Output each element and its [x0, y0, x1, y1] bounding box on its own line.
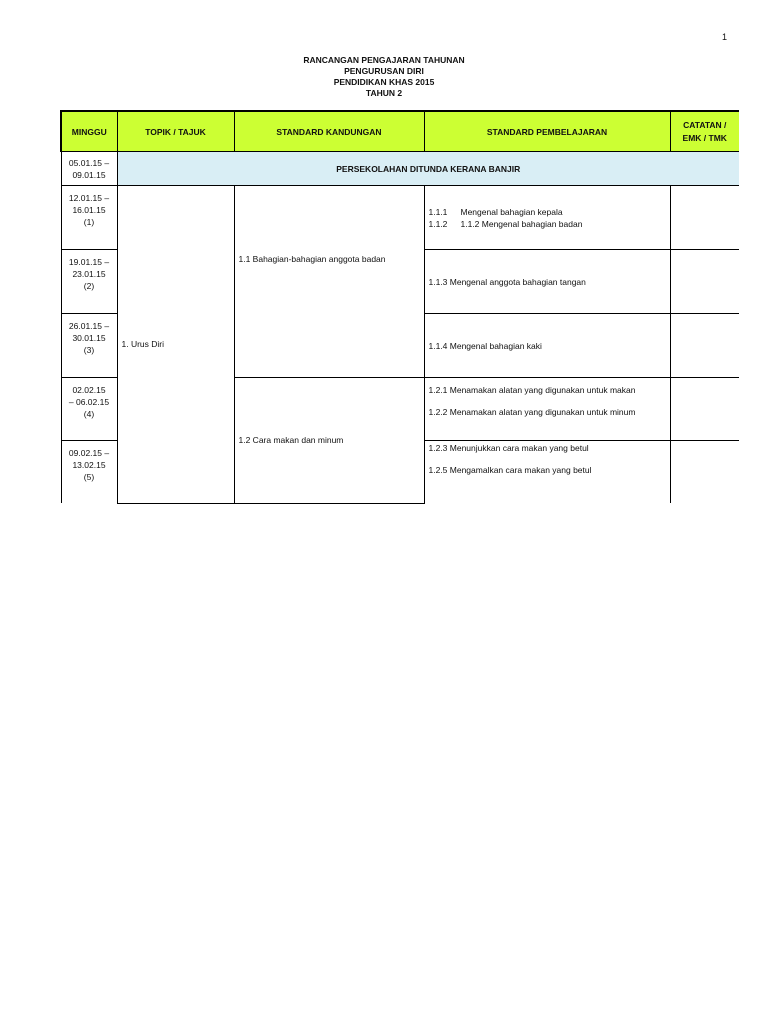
document-header: [0, 55, 768, 99]
pembelajaran-item: 1.1.4 Mengenal bahagian kaki: [428, 340, 542, 351]
kandungan-cell: [234, 186, 424, 378]
week-number: (5): [83, 472, 95, 482]
lesson-plan-table: [60, 110, 739, 504]
pembelajaran-cell: [424, 186, 670, 250]
table-row-banjir: [61, 152, 739, 186]
week-number: (2): [83, 281, 95, 291]
week-cell: [61, 186, 117, 250]
pembelajaran-cell: [424, 250, 670, 314]
table-header-row: [61, 111, 739, 152]
page-number: 1: [722, 32, 728, 42]
pembelajaran-item: [429, 206, 670, 218]
week-end: 13.02.15: [72, 460, 106, 470]
col-header-topik: TOPIK / TAJUK: [117, 111, 234, 152]
week-cell: [61, 250, 117, 314]
pembelajaran-item-text: Mengenal bahagian kepala: [460, 206, 563, 217]
pembelajaran-item: [429, 218, 670, 230]
topik-cell: [117, 186, 234, 504]
kandungan-cell: [234, 378, 424, 504]
pembelajaran-cell: [424, 441, 670, 504]
week-number: (1): [83, 217, 95, 227]
week-start: 02.02.15: [72, 385, 106, 395]
col-header-kandungan: STANDARD KANDUNGAN: [234, 111, 424, 152]
table-row: [61, 186, 739, 250]
week-end: 23.01.15: [72, 269, 106, 279]
pembelajaran-item-number: 1.1.1: [428, 206, 448, 217]
week-end: 09.01.15: [72, 170, 106, 180]
topik-text: 1. Urus Diri: [121, 339, 165, 350]
catatan-cell: [670, 441, 739, 504]
week-start: 26.01.15 –: [68, 321, 110, 331]
week-cell: [61, 378, 117, 441]
week-start: 12.01.15 –: [68, 193, 110, 203]
week-cell: [61, 152, 117, 186]
week-end: 30.01.15: [72, 333, 106, 343]
pembelajaran-spacer: [429, 396, 670, 406]
week-cell: [61, 441, 117, 504]
col-header-catatan-line1: CATATAN /: [683, 120, 727, 130]
col-header-minggu: MINGGU: [61, 111, 117, 152]
week-end: 16.01.15: [72, 205, 106, 215]
header-year: TAHUN 2: [365, 88, 403, 98]
week-cell: [61, 314, 117, 378]
pembelajaran-item: 1.1.3 Mengenal anggota bahagian tangan: [428, 276, 586, 287]
header-subject: PENGURUSAN DIRI: [344, 66, 424, 76]
header-title: RANCANGAN PENGAJARAN TAHUNAN: [303, 55, 465, 65]
col-header-pembelajaran: STANDARD PEMBELAJARAN: [424, 111, 670, 152]
pembelajaran-cell: [424, 314, 670, 378]
col-header-catatan-line2: EMK / TMK: [682, 133, 727, 143]
pembelajaran-item: 1.2.5 Mengamalkan cara makan yang betul: [428, 465, 592, 475]
pembelajaran-item-number: 1.1.2: [428, 218, 448, 229]
week-start: 19.01.15 –: [68, 257, 110, 267]
week-start: 09.02.15 –: [68, 448, 110, 458]
banjir-note: PERSEKOLAHAN DITUNDA KERANA BANJIR: [117, 152, 739, 186]
pembelajaran-item: 1.2.3 Menunjukkan cara makan yang betul: [428, 443, 589, 453]
header-program: PENDIDIKAN KHAS 2015: [333, 77, 435, 87]
catatan-cell: [670, 250, 739, 314]
week-end: – 06.02.15: [68, 397, 110, 407]
pembelajaran-spacer: [429, 454, 670, 464]
catatan-cell: [670, 378, 739, 441]
kandungan-text: 1.1 Bahagian-bahagian anggota badan: [238, 253, 386, 264]
catatan-cell: [670, 314, 739, 378]
col-header-catatan: [670, 111, 739, 152]
week-start: 05.01.15 –: [68, 158, 110, 168]
pembelajaran-item: 1.2.1 Menamakan alatan yang digunakan untuk makan: [428, 385, 636, 395]
pembelajaran-item-text: 1.1.2 Mengenal bahagian badan: [460, 218, 583, 229]
pembelajaran-cell: [424, 378, 670, 441]
catatan-cell: [670, 186, 739, 250]
pembelajaran-item: 1.2.2 Menamakan alatan yang digunakan untuk minum: [428, 407, 636, 417]
kandungan-text: 1.2 Cara makan dan minum: [238, 435, 344, 446]
week-number: (4): [83, 409, 95, 419]
week-number: (3): [83, 345, 95, 355]
